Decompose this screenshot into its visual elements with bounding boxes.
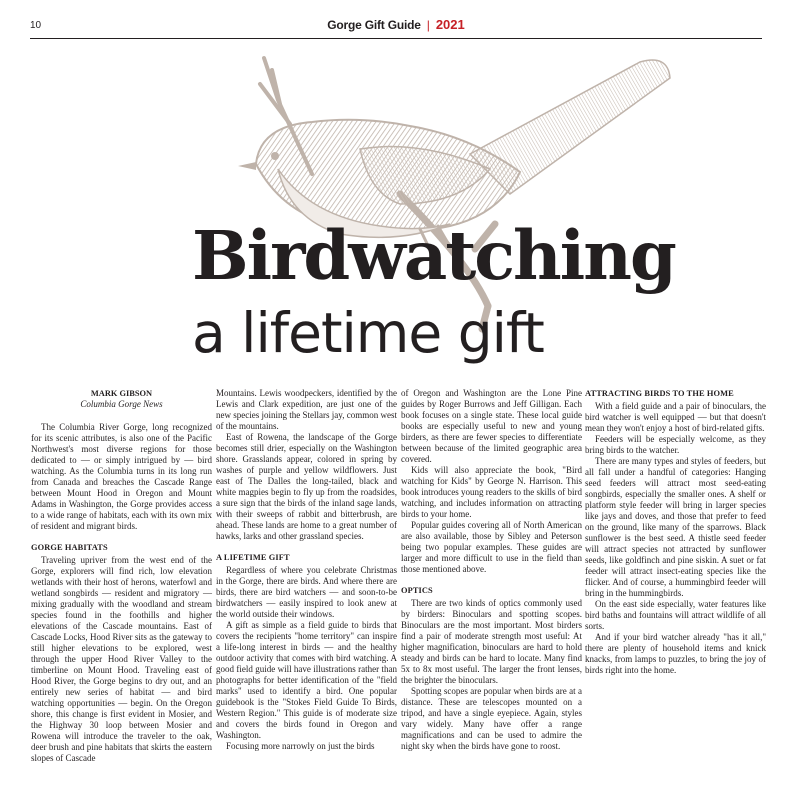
masthead-year: 2021 [435,17,465,32]
article-paragraph: The Columbia River Gorge, long recognized for its scenic attributes, is also one of the Pacific Northwest's most diverse regions for those dedicated to — or simply intrigued by — bird watching. As the Columbia turns in its long run from Canada and breaches the Cascade Range between Mount Hood in Oregon and Mount Adams in Washington, the Gorge provides access to a wide range of habitats, each with its own mix of resident and migrant birds. [31,422,212,531]
author-name: MARK GIBSON [90,389,153,398]
article-paragraph: Spotting scopes are popular when birds are at a distance. These are telescopes mounted on a tripod, and have a single eyepiece. Again, styles vary widely. Many have offer a range magnifications and can be used to admire the night sky when the birds have gone to roost. [401,686,582,751]
article-paragraph: Popular guides covering all of North American are also available, those by Sibley and Peterson being two popular examples. These guides are larger and more difficult to use in the field than those mentioned above. [401,520,582,574]
article-paragraph: Mountains. Lewis woodpeckers, identified by the Lewis and Clark expedition, are just one of the new species joining the Stellars jay, common west of the mountains. [216,388,397,431]
article-paragraph: There are two kinds of optics commonly used by birders: Binoculars and spotting scopes. Binoculars are the most important. Most birders find a pair of moderate strength most useful: At higher magnification, binoculars are hard to hold steady and birds can be hard to locate. Many find 5x to 8x most useful. The larger the front lenses, the brighter the binoculars. [401,598,582,685]
article-paragraph: of Oregon and Washington are the Lone Pine guides by Roger Burrows and Jeff Gilligan. Each book focuses on a single state. These local guide books are especially useful to new and young birders, as there are fewer species to differentiate between because of the limited geographic area covered. [401,388,582,464]
article-paragraph: A gift as simple as a field guide to birds that covers the recipients "home territory" can inspire a life-long interest in birds — and the healthy outdoor activity that comes with bird watching. A good field guide will have illustrations rather than photographs for better identification of the "field marks" used to identify a bird. One popular guidebook is the "Stokes Field Guide To Birds, Western Region." This guide is of moderate size and covers the birds found in Oregon and Washington. [216,620,397,740]
article-column-3 [401,388,582,752]
article-paragraph: Traveling upriver from the west end of the Gorge, explorers will find rich, low elevation wetlands with their host of herons, waterfowl and wetland songbirds — resident and migratory — mixing gradually with the woodland and stream species found in the foothills and higher elevations of the Cascade mountains. East of Cascade Locks, Hood River sits as the gateway to still higher elevations to be explored, west through the upper Hood River Valley to the timberline on Mount Hood. Traveling east of Hood River, the Gorge begins to dry out, and an entirely new series of habitat — and bird watching opportunities — begin. On the Oregon shore, this change is first evident in Mosier, and the Highway 30 loop between Mosier and Rowena will introduce the traveler to the oak, deer brush and pine habitats that skirts the eastern slopes of Cascade [31,555,212,763]
headline: Birdwatching [192,216,675,295]
article-paragraph: Feeders will be especially welcome, as they bring birds to the watcher. [585,434,766,455]
article-paragraph: Regardless of where you celebrate Christmas in the Gorge, there are birds. And where there are birds, there are bird watchers — and soon-to-be birdwatchers — easily inspired to look anew at the world outside their windows. [216,565,397,619]
masthead [30,17,762,32]
page-number: 10 [30,20,42,31]
article-paragraph: On the east side especially, water features like bird baths and fountains will attract wildlife of all sorts. [585,599,766,631]
article-column-2 [216,388,397,752]
section-heading: GORGE HABITATS [31,543,108,552]
byline [31,388,212,410]
article-paragraph: There are many types and styles of feeders, but all fall under a handful of categories: Hanging seed feeders will attract most seed-eating songbirds, especially the smaller ones. A shelf or platform style feeder will bring in larger species like jays and doves, and those that prefer to feed on the ground, like many of the sparrows. Black sunflower is the best seed. A thistle seed feeder will attract species not attracted by sunflower seeds, like goldfinch and pine siskin. A suet or fat feeder will attract insect-eating species like the flicker. And of course, a hummingbird feeder will bring in the hummingbirds. [585,456,766,598]
article-paragraph: East of Rowena, the landscape of the Gorge becomes still drier, especially on the Washington shore. Grasslands appear, colored in spring by washes of purple and yellow wildflowers. Just east of The Dalles the long-tailed, black and white magpies begin to fly up from the roadsides, a sure sign that the birds of the inland sage lands, with their sweeps of rabbit and bitterbrush, are ahead. These lands are home to a great number of hawks, larks and other grassland species. [216,432,397,541]
article-paragraph: Kids will also appreciate the book, "Bird watching for Kids" by George N. Harrison. This book introduces young readers to the skills of bird watching, and includes information on attracting birds to your home. [401,465,582,519]
section-heading: ATTRACTING BIRDS TO THE HOME [585,389,734,398]
article-paragraph: And if your bird watcher already "has it all," there are plenty of household items and knick knacks, from lamps to puzzles, to bring the joy of birds right into the home. [585,632,766,675]
article-paragraph: With a field guide and a pair of binoculars, the bird watcher is well equipped — but that doesn't mean they won't enjoy a host of bird-related gifts. [585,401,766,433]
masthead-separator: | [426,18,430,32]
section-heading: A LIFETIME GIFT [216,553,290,562]
page-header [30,14,762,39]
publication-name: Gorge Gift Guide [327,18,421,32]
article-column-4 [585,388,766,676]
author-organization: Columbia Gorge News [80,399,163,409]
subheadline: a lifetime gift [192,301,544,365]
section-heading: OPTICS [401,586,433,595]
article-column-1 [31,388,212,764]
article-paragraph: Focusing more narrowly on just the birds [226,741,375,751]
